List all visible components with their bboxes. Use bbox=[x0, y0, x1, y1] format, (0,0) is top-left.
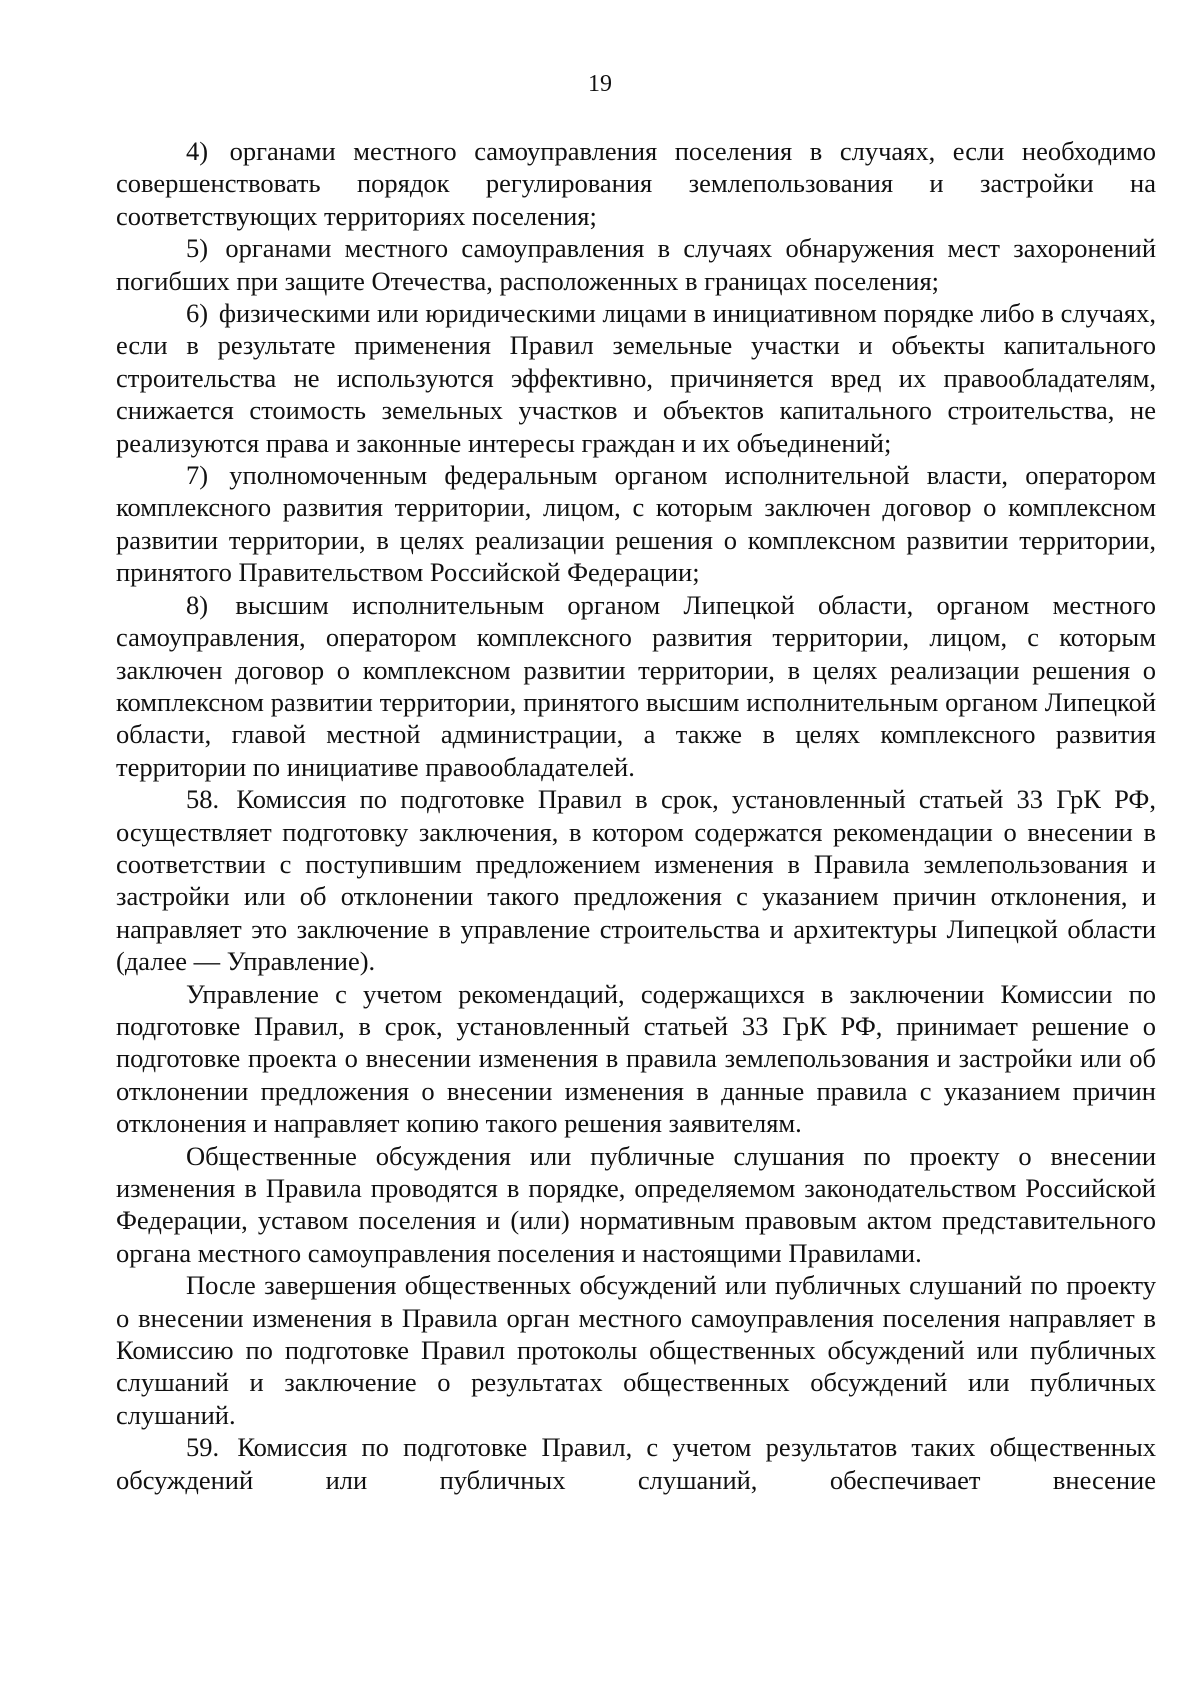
paragraph-text: Комиссия по подготовке Правил, с учетом результатов таких общественных обсуждений или публичных слушаний, обеспечивает внесение bbox=[116, 1432, 1157, 1495]
paragraph-management-decision bbox=[116, 978, 1156, 1140]
item-number: 7) bbox=[186, 460, 209, 491]
paragraph-item-4 bbox=[116, 135, 1156, 232]
paragraph-item-5 bbox=[116, 232, 1156, 297]
item-number: 6) bbox=[186, 298, 209, 329]
section-number: 58. bbox=[186, 784, 220, 815]
paragraph-section-59 bbox=[116, 1431, 1156, 1496]
document-body bbox=[116, 135, 1156, 1496]
paragraph-text: органами местного самоуправления поселения в случаях, если необходимо совершенствовать порядок регулирования землепользования и застройки на соответствующих территориях поселения; bbox=[116, 136, 1156, 231]
paragraph-public-hearings bbox=[116, 1140, 1156, 1270]
paragraph-text: Управление с учетом рекомендаций, содержащихся в заключении Комиссии по подготовке Правил, в срок, установленный статьей 33 ГрК РФ, принимает решение о подготовке проекта о внесении изменения в правила землепользования и застройки или об отклонении предложения о внесении изменения в данные правила с указанием причин отклонения и направляет копию такого решения заявителям. bbox=[116, 978, 1156, 1139]
paragraph-text: высшим исполнительным органом Липецкой области, органом местного самоуправления, оператором комплексного развития территории, лицом, с которым заключен договор о комплексном развитии территории, в целях реализации решения о комплексном развитии территории, принятого высшим исполнительным органом Липецкой области, главой местной администрации, а также в целях комплексного развития территории по инициативе правообладателей. bbox=[116, 589, 1156, 782]
item-number: 5) bbox=[186, 233, 209, 264]
paragraph-item-7 bbox=[116, 459, 1156, 589]
paragraph-text: Общественные обсуждения или публичные слушания по проекту о внесении изменения в Правила проводятся в порядке, определяемом законодательством Российской Федерации, уставом поселения и (или) нормативным правовым актом представительного органа местного самоуправления поселения и настоящими Правилами. bbox=[116, 1140, 1156, 1268]
paragraph-item-8 bbox=[116, 589, 1156, 783]
item-number: 4) bbox=[186, 136, 209, 166]
paragraph-after-hearings bbox=[116, 1269, 1156, 1431]
paragraph-text: физическими или юридическими лицами в инициативном порядке либо в случаях, если в результате применения Правил земельные участки и объекты капитального строительства не используются эффективно, причиняется вред их правообладателям, снижается стоимость земельных участков и объектов капитального строительства, не реализуются права и законные интересы граждан и их объединений; bbox=[116, 298, 1156, 458]
paragraph-text: Комиссия по подготовке Правил в срок, установленный статьей 33 ГрК РФ, осуществляет подготовку заключения, в котором содержатся рекомендации о внесении в соответствии с поступившим предложением изменения в Правила землепользования и застройки или об отклонении такого предложения с указанием причин отклонения, и направляет это заключение в управление строительства и архитектуры Липецкой области (далее — Управление). bbox=[116, 784, 1156, 977]
item-number: 8) bbox=[186, 589, 209, 620]
page-number: 19 bbox=[588, 71, 612, 97]
paragraph-text: После завершения общественных обсуждений или публичных слушаний по проекту о внесении изменения в Правила орган местного самоуправления поселения направляет в Комиссию по подготовке Правил протоколы общественных обсуждений или публичных слушаний и заключение о результатах общественных обсуждений или публичных слушаний. bbox=[116, 1270, 1156, 1430]
paragraph-section-58 bbox=[116, 783, 1156, 977]
paragraph-item-6 bbox=[116, 297, 1156, 459]
paragraph-text: органами местного самоуправления в случаях обнаружения мест захоронений погибших при защите Отечества, расположенных в границах поселения; bbox=[116, 233, 1156, 296]
section-number: 59. bbox=[186, 1432, 220, 1463]
paragraph-text: уполномоченным федеральным органом исполнительной власти, оператором комплексного развития территории, лицом, с которым заключен договор о комплексном развитии территории, в целях реализации решения о комплексном развитии территории, принятого Правительством Российской Федерации; bbox=[116, 460, 1156, 588]
